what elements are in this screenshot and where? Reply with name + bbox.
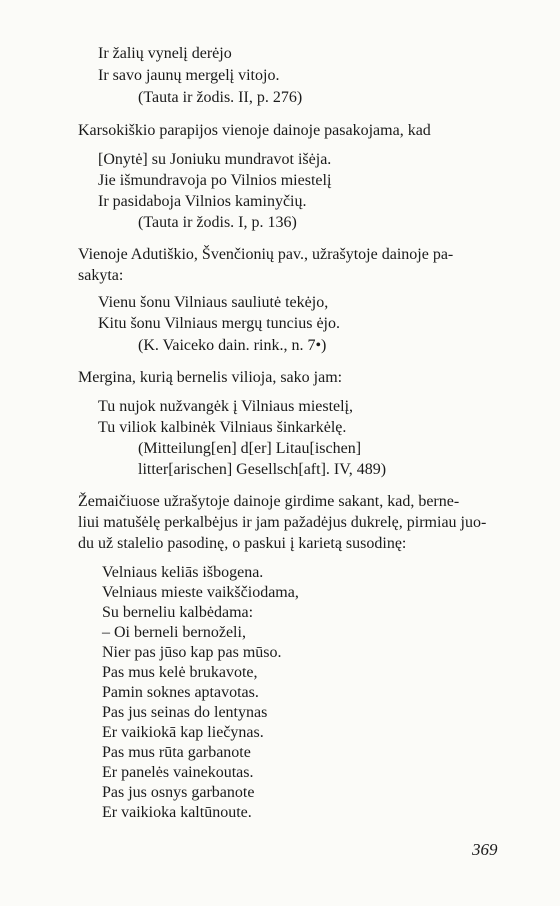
verse-line: Pas jus osnys garbanote — [102, 784, 255, 801]
prose-line: Vienoje Adutiškio, Švenčionių pav., užrašytoje dainoje pa- — [78, 246, 454, 263]
prose-line: Karsokiškio parapijos vienoje dainoje pasakojama, kad — [78, 122, 431, 139]
source-citation: (K. Vaiceko dain. rink., n. 7•) — [138, 337, 327, 354]
prose-line: Mergina, kurią bernelis vilioja, sako jam: — [78, 369, 343, 386]
verse-line: Nier pas jūso kap pas mūso. — [102, 644, 282, 661]
verse-line: Er vaikiokā kap liečynas. — [102, 724, 264, 741]
verse-line: Velniaus mieste vaikščiodama, — [102, 584, 299, 601]
verse-line: Velniaus keliās išbogena. — [102, 564, 264, 581]
verse-line: [Onytė] su Joniuku mundravot išėja. — [98, 151, 332, 168]
source-citation: (Tauta ir žodis. II, p. 276) — [138, 89, 303, 106]
verse-line: Ir žalių vynelį derėjo — [98, 45, 232, 62]
verse-line: Pamin soknes aptavotas. — [102, 684, 259, 701]
verse-line: Kitu šonu Vilniaus mergų tuncius ėjo. — [98, 315, 340, 332]
verse-line: Pas mus rūta garbanote — [102, 744, 251, 761]
verse-line: Su berneliu kalbėdama: — [102, 604, 254, 621]
prose-line: Žemaičiuose užrašytoje dainoje girdime sakant, kad, berne- — [78, 493, 460, 510]
prose-line: sakyta: — [78, 267, 124, 284]
verse-line: Er vaikioka kaltūnoute. — [102, 804, 252, 821]
page-number: 369 — [472, 840, 498, 859]
source-citation: (Tauta ir žodis. I, p. 136) — [138, 214, 297, 231]
verse-line: Ir savo jaunų mergelį vitojo. — [98, 67, 280, 84]
verse-line: Pas jus seinas do lentynas — [102, 704, 268, 721]
verse-line: Vienu šonu Vilniaus sauliutė tekėjo, — [98, 294, 329, 311]
verse-line: Tu nujok nužvangėk į Vilniaus miestelį, — [98, 398, 354, 415]
prose-line: du už stalelio pasodinę, o paskui į karietą susodinę: — [78, 535, 407, 552]
verse-line: Jie išmundravoja po Vilnios miestelį — [98, 172, 332, 189]
source-citation: (Mitteilung[en] d[er] Litau[ischen] — [138, 440, 362, 457]
verse-line: – Oi berneli bernoželi, — [102, 624, 246, 641]
verse-line: Tu viliok kalbinėk Vilniaus šinkarkėlę. — [98, 419, 347, 436]
verse-line: Ir pasidaboja Vilnios kaminyčių. — [98, 193, 307, 210]
verse-line: Pas mus kelė brukavote, — [102, 664, 258, 681]
prose-line: liui matušėlę perkalbėjus ir jam pažadėjus dukrelę, pirmiau juo- — [78, 514, 487, 531]
verse-line: Er panelės vainekoutas. — [102, 764, 254, 781]
source-citation: litter[arischen] Gesellsch[aft]. IV, 489) — [138, 461, 387, 478]
